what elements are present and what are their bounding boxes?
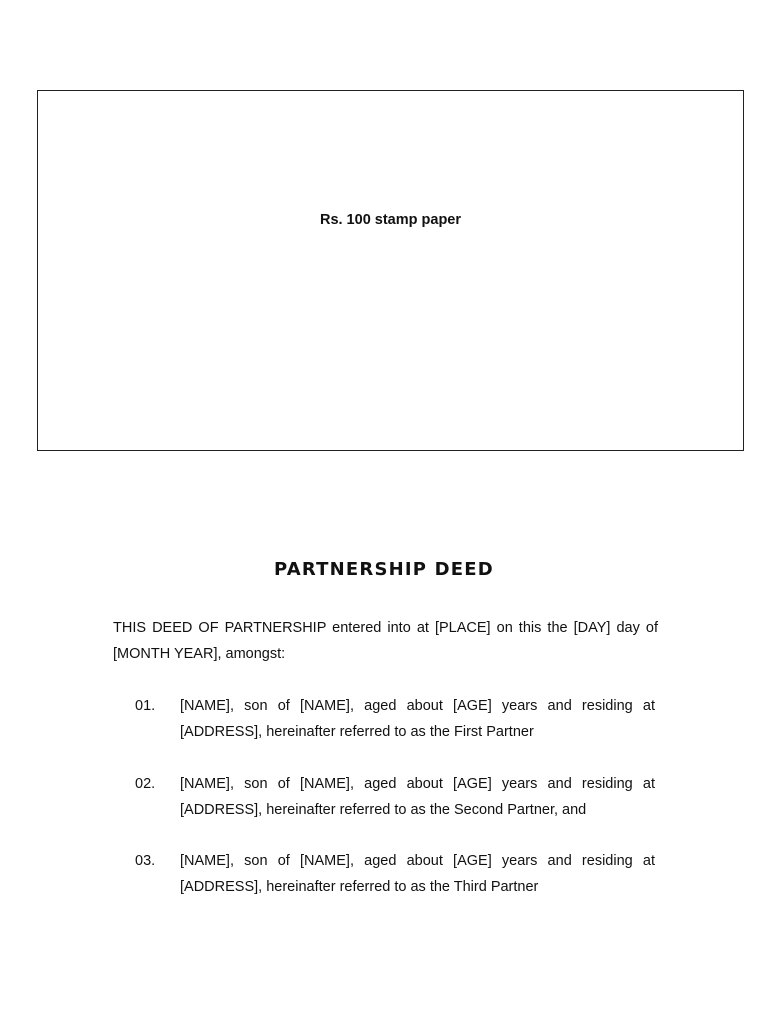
list-item-text: [NAME], son of [NAME], aged about [AGE] years and residing at [ADDRESS], hereinafter referred to as the Second Partner, and <box>180 776 655 818</box>
document-title: PARTNERSHIP DEED <box>274 559 494 580</box>
list-item-text: [NAME], son of [NAME], aged about [AGE] years and residing at [ADDRESS], hereinafter referred to as the First Partner <box>180 698 655 740</box>
list-item-number: 02. <box>135 776 156 792</box>
stamp-paper-label: Rs. 100 stamp paper <box>319 212 462 228</box>
intro-paragraph: THIS DEED OF PARTNERSHIP entered into at [PLACE] on this the [DAY] day of [MONTH YEAR], amongst: <box>113 620 658 662</box>
list-item-text: [NAME], son of [NAME], aged about [AGE] years and residing at [ADDRESS], hereinafter referred to as the Third Partner <box>180 853 655 895</box>
list-item-number: 03. <box>135 853 156 869</box>
list-item-number: 01. <box>135 698 156 714</box>
stamp-paper-box <box>37 90 744 451</box>
